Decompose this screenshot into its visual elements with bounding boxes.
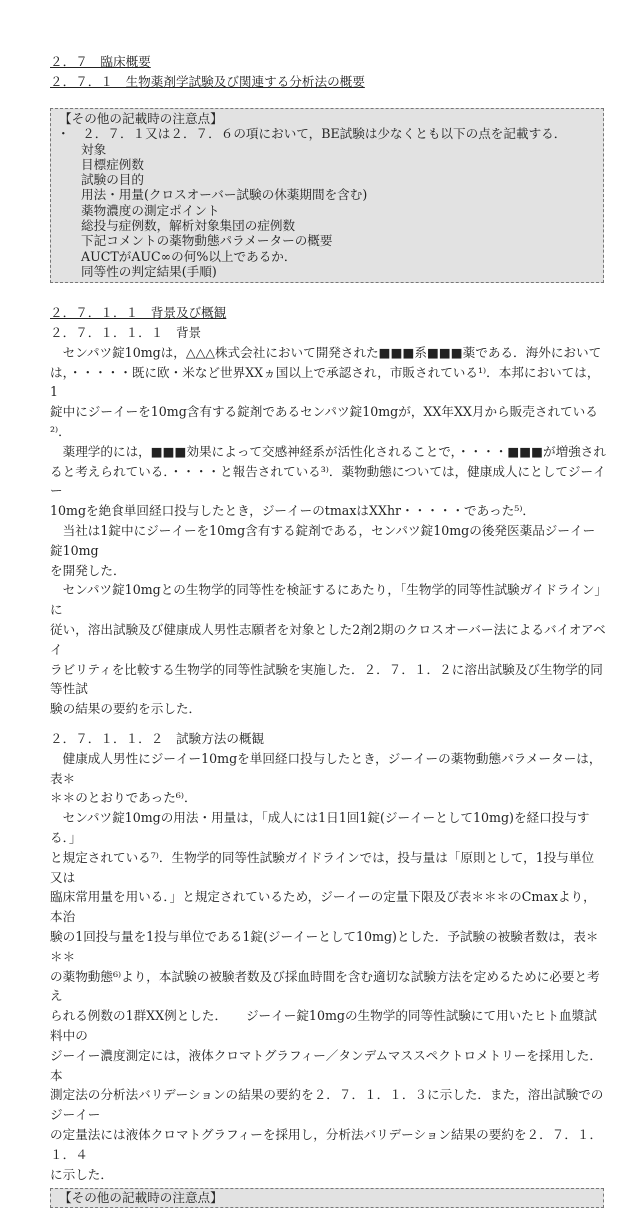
note-box-item: 目標症例数	[81, 156, 144, 172]
paragraph-line: 従い，溶出試験及び健康成人男性志願者を対象とした2剤2期のクロスオーバー法によるバイオアベイ	[50, 622, 606, 657]
paragraph-line: ＊＊のとおりであった⁶⁾．	[50, 790, 197, 806]
background-paragraphs	[50, 343, 606, 719]
paragraph-line: 当社は1錠中にジーイーを10mg含有する錠剤である，センパツ錠10mgの後発医薬品ジーイー錠10mg	[50, 523, 596, 558]
paragraph-line: 10mgを絶食単回経口投与したとき，ジーイーのtmaxはXXhr・・・・・であった⁵⁾．	[50, 503, 536, 519]
note-box-items	[59, 142, 595, 280]
paragraph-line: 験の結果の要約を示した．	[50, 701, 202, 717]
note-box-item: 総投与症例数，解析対象集団の症例数	[81, 218, 296, 234]
method-paragraphs	[50, 749, 606, 1185]
note-box-item: 下記コメントの薬物動態パラメーターの概要	[81, 233, 333, 249]
paragraph-line: 健康成人男性にジーイー10mgを単回経口投与したとき，ジーイーの薬物動態パラメーターは，表＊	[50, 750, 602, 786]
paragraph-line: を開発した．	[50, 562, 126, 578]
heading-2-7-1-1-2: ２．７．１．１．２ 試験方法の概観	[50, 731, 265, 746]
paragraph-line: 験の1回投与量を1投与単位である1錠(ジーイーとして10mg)とした．予試験の被験者数は，表＊＊＊	[50, 928, 599, 964]
note-box-item: 対象	[81, 141, 107, 157]
paragraph-line: 薬理学的には，■■■効果によって交感神経系が活性化されることで，・・・・■■■が増強され	[50, 443, 606, 459]
paragraph-line: 錠中にジーイーを10mg含有する錠剤であるセンパツ錠10mgが，XX年XX月から販売されている²⁾．	[50, 404, 598, 440]
note-box	[50, 108, 604, 283]
paragraph-line: センパツ錠10mgの用法・用量は，「成人には1日1回1錠(ジーイーとして10mg)を経口投与する．」	[50, 810, 590, 845]
paragraph-line: と規定されている⁷⁾．生物学的同等性試験ガイドラインでは，投与量は「原則として，1投与単位又は	[50, 849, 595, 885]
note-box-bullet: ・ ２．７．１又は２．７．６の項において，BE試験は少なくとも以下の点を記載する．	[57, 126, 567, 142]
note-box-2-title: 【その他の記載時の注意点】	[59, 1190, 223, 1206]
heading-2-7-1: ２．７．１ 生物薬剤学試験及び関連する分析法の概要	[50, 74, 365, 89]
note-box-title: 【その他の記載時の注意点】	[59, 111, 223, 126]
note-box-2	[50, 1188, 604, 1208]
paragraph-line: られる例数の1群XX例とした． ジーイー錠10mgの生物学的同等性試験にて用いたヒト血漿試料中の	[50, 1008, 597, 1043]
paragraph-line: に示した．	[50, 1166, 113, 1182]
note-box-item: 同等性の判定結果(手順)	[81, 263, 217, 279]
note-box-item: 薬物濃度の測定ポイント	[81, 202, 220, 218]
paragraph-line: ジーイー濃度測定には，液体クロマトグラフィー／タンデムマススペクトロメトリーを採用した．本	[50, 1047, 602, 1083]
heading-2-7-1-1: ２．７．１．１ 背景及び概観	[50, 305, 227, 321]
heading-2-7-1-1-1: ２．７．１．１．１ 背景	[50, 325, 202, 341]
paragraph-line: 臨床常用量を用いる．」と規定されているため，ジーイーの定量下限及び表＊＊＊のCmaxより，本治	[50, 889, 596, 925]
paragraph-line: センパツ錠10mgは，△△△株式会社において開発された■■■系■■■薬である．海外においては，・・・・・既に欧・米など世界XXヵ国以上で承認され，市販されている¹⁾．本邦においては，1	[50, 344, 602, 400]
paragraph-line: ラビリティを比較する生物学的同等性試験を実施した．２．７．１．２に溶出試験及び生物学的同等性試	[50, 661, 603, 697]
heading-2-7: ２．７ 臨床概要	[50, 54, 151, 69]
paragraph-line: 測定法の分析法バリデーションの結果の要約を２．７．１．１．３に示した．また，溶出試験でのジーイー	[50, 1087, 604, 1123]
paragraph-line: の薬物動態⁶⁾より，本試験の被験者数及び採血時間を含む適切な試験方法を定めるために必要と考え	[50, 968, 600, 1004]
note-box-item: 用法・用量(クロスオーバー試験の休薬期間を含む)	[81, 187, 368, 203]
note-box-item: AUCTがAUC∞の何%以上であるか．	[81, 248, 297, 264]
paragraph-line: センパツ錠10mgとの生物学的同等性を検証するにあたり，「生物学的同等性試験ガイドライン」に	[50, 582, 601, 618]
note-box-item: 試験の目的	[81, 172, 144, 188]
paragraph-line: ると考えられている．・・・・と報告されている³⁾．薬物動態については，健康成人にとしてジーイー	[50, 463, 606, 499]
paragraph-line: の定量法には液体クロマトグラフィーを採用し，分析法バリデーション結果の要約を２．７．１．１．４	[50, 1126, 603, 1162]
